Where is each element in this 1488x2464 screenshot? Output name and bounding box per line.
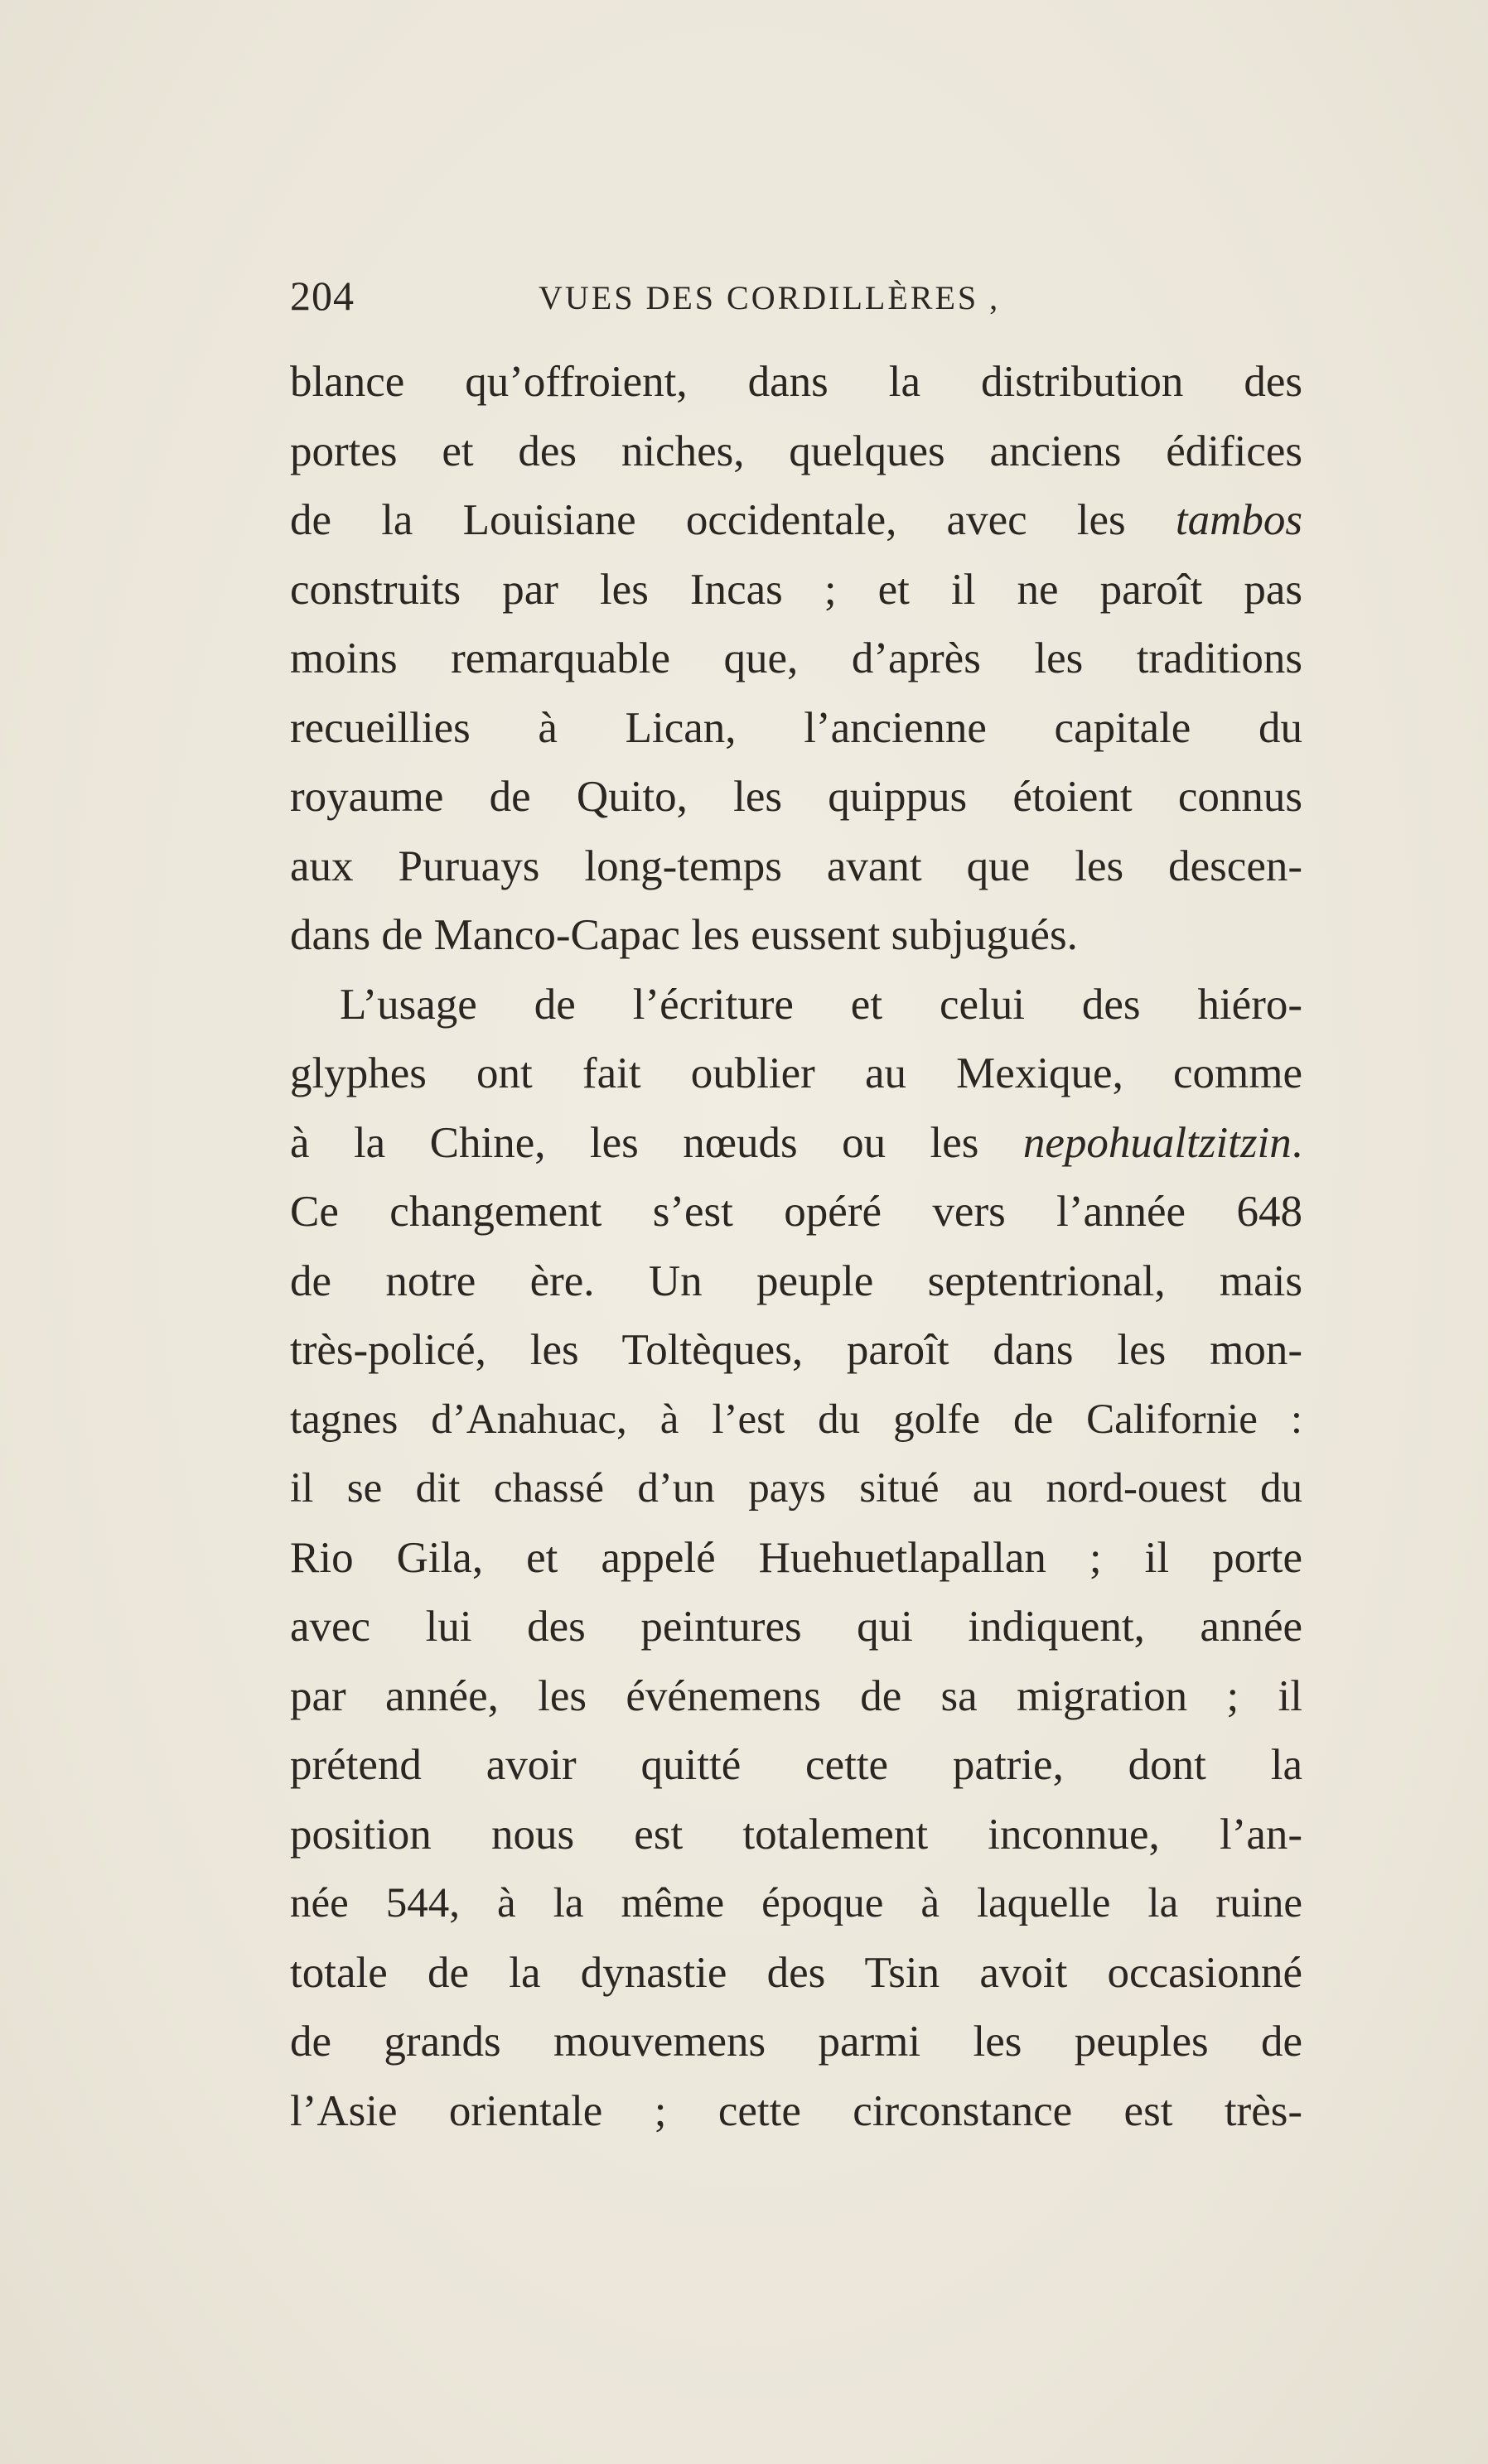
- text-line-15: très-policé, les Toltèques, paroît dans les mon-: [290, 1326, 1302, 1374]
- text-line-12: [290, 1109, 1302, 1179]
- italic-term-nepohualtzitzin: nepohualtzitzin: [1022, 1118, 1292, 1167]
- text-line-25: de grands mouvemens parmi les peuples de: [290, 2018, 1302, 2066]
- text-line-24: totale de la dynastie des Tsin avoit occasionné: [290, 1948, 1302, 1997]
- text-line-6: recueillies à Lican, l’ancienne capitale du: [290, 703, 1302, 752]
- text-line-23: née 544, à la même époque à laquelle la ruine: [290, 1880, 1302, 1926]
- running-title: VUES DES CORDILLÈRES ,: [539, 279, 1001, 316]
- text-line-9: dans de Manco-Capac les eussent subjugués.: [290, 911, 1078, 959]
- text-line-19: avec lui des peintures qui indiquent, année: [290, 1603, 1302, 1651]
- text-line-12-roman: à la Chine, les nœuds ou les: [290, 1118, 1023, 1167]
- body-text: [290, 348, 1302, 2146]
- text-line-7: royaume de Quito, les quippus étoient connus: [290, 773, 1302, 821]
- text-line-21: prétend avoir quitté cette patrie, dont la: [290, 1741, 1302, 1789]
- text-line-5: moins remarquable que, d’après les traditions: [290, 634, 1302, 682]
- text-line-2: portes et des niches, quelques anciens édifices: [290, 427, 1302, 475]
- text-line-17: il se dit chassé d’un pays situé au nord-ouest du: [290, 1465, 1302, 1512]
- italic-term-tambos: tambos: [1175, 496, 1302, 544]
- text-line-3: [290, 486, 1302, 556]
- text-line-3-roman: de la Louisiane occidentale, avec les: [290, 496, 1176, 544]
- text-line-4: construits par les Incas ; et il ne paroît pas: [290, 565, 1302, 614]
- text-line-18: Rio Gila, et appelé Huehuetlapallan ; il porte: [290, 1533, 1302, 1582]
- running-head: [290, 263, 1317, 330]
- text-line-16: tagnes d’Anahuac, à l’est du golfe de Californie :: [290, 1396, 1302, 1443]
- text-line-11: glyphes ont fait oublier au Mexique, comme: [290, 1049, 1302, 1097]
- text-line-13: Ce changement s’est opéré vers l’année 648: [290, 1188, 1302, 1236]
- text-line-22: position nous est totalement inconnue, l’an-: [290, 1810, 1302, 1859]
- text-line-1: blance qu’offroient, dans la distribution des: [290, 358, 1302, 406]
- text-line-14: de notre ère. Un peuple septentrional, mais: [290, 1256, 1302, 1305]
- text-line-26: l’Asie orientale ; cette circonstance est très-: [290, 2086, 1302, 2135]
- text-line-20: par année, les événemens de sa migration ; il: [290, 1671, 1302, 1720]
- text-line-12-post: .: [1291, 1118, 1302, 1167]
- page-number: 204: [290, 272, 355, 319]
- text-line-10: L’usage de l’écriture et celui des hiéro-: [340, 980, 1302, 1029]
- text-line-8: aux Puruays long-temps avant que les descen-: [290, 841, 1302, 890]
